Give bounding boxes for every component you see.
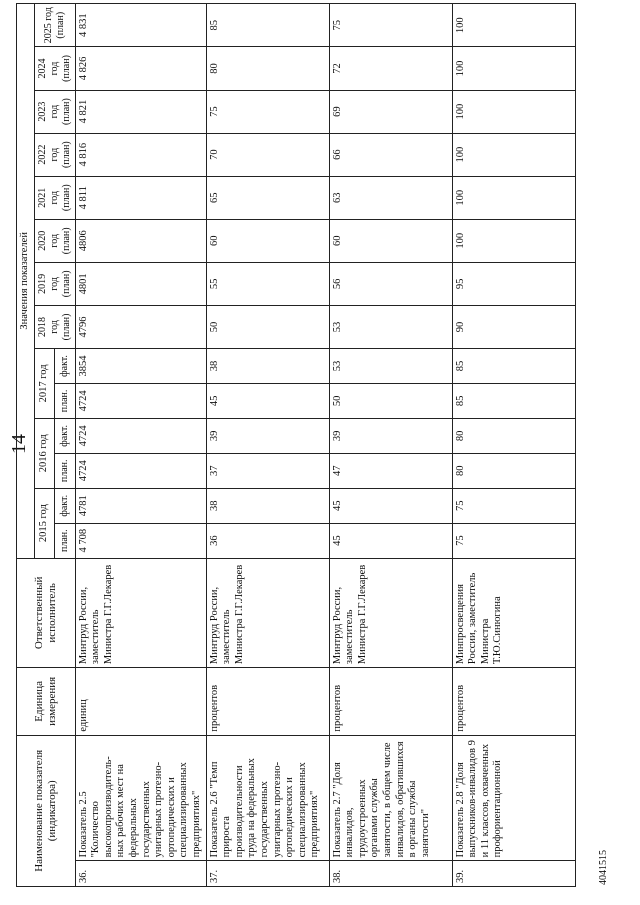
value-cell: 45	[329, 523, 452, 558]
value-cell: 95	[452, 262, 575, 305]
value-cell: 50	[206, 305, 329, 348]
value-cell: 65	[206, 176, 329, 219]
value-cell: 4781	[75, 488, 206, 523]
table-row	[206, 4, 329, 887]
value-cell: 90	[452, 305, 575, 348]
value-cell: 70	[206, 133, 329, 176]
value-cell: 72	[329, 47, 452, 90]
value-cell: 4796	[75, 305, 206, 348]
table-row	[329, 4, 452, 887]
header-2015: 2015 год	[34, 488, 55, 558]
indicator-name: Показатель 2.8 "Доля выпускников-инвалидов 9 и 11 классов, охваченных профориентационной	[452, 735, 575, 861]
value-cell: 75	[452, 488, 575, 523]
value-cell: 4 816	[75, 133, 206, 176]
value-cell: 100	[452, 47, 575, 90]
value-cell: 36	[206, 523, 329, 558]
document-code: 4041515	[598, 850, 609, 885]
indicator-responsible: Минтруд России, заместитель Министра Г.Г.Лекарев	[206, 558, 329, 667]
indicator-responsible: Минпросвещения России, заместитель Министра Т.Ю.Синюгина	[452, 558, 575, 667]
value-cell: 4724	[75, 383, 206, 418]
value-cell: 4 708	[75, 523, 206, 558]
header-name: Наименование показателя (индикатора)	[17, 735, 76, 886]
value-cell: 3854	[75, 348, 206, 383]
header-2015-fact: факт.	[55, 488, 75, 523]
header-2016-plan: план.	[55, 453, 75, 488]
header-2019: 2019 год (план)	[34, 262, 75, 305]
indicator-unit: процентов	[452, 668, 575, 736]
value-cell: 4 831	[75, 4, 206, 47]
value-cell: 4724	[75, 453, 206, 488]
value-cell: 85	[452, 348, 575, 383]
header-unit: Единица измерения	[17, 668, 76, 736]
page-number: 14	[8, 434, 30, 454]
header-2023: 2023 год (план)	[34, 90, 75, 133]
header-2016-fact: факт.	[55, 418, 75, 453]
value-cell: 47	[329, 453, 452, 488]
value-cell: 39	[206, 418, 329, 453]
value-cell: 4 811	[75, 176, 206, 219]
value-cell: 53	[329, 348, 452, 383]
value-cell: 4801	[75, 262, 206, 305]
header-2015-plan: план.	[55, 523, 75, 558]
value-cell: 75	[329, 4, 452, 47]
value-cell: 53	[329, 305, 452, 348]
value-cell: 80	[452, 453, 575, 488]
value-cell: 75	[206, 90, 329, 133]
indicator-unit: процентов	[329, 668, 452, 736]
row-number: 39.	[452, 861, 575, 887]
value-cell: 66	[329, 133, 452, 176]
value-cell: 100	[452, 4, 575, 47]
indicator-name: Показатель 2.6 "Темп прироста производительности труда на федеральных государственных унитарных протезно-ортопедических и специализированных предприятиях"	[206, 735, 329, 861]
header-2017-fact: факт.	[55, 348, 75, 383]
row-number: 38.	[329, 861, 452, 887]
value-cell: 85	[206, 4, 329, 47]
table-row	[75, 4, 206, 887]
value-cell: 4806	[75, 219, 206, 262]
header-2016: 2016 год	[34, 418, 55, 488]
value-cell: 38	[206, 488, 329, 523]
value-cell: 45	[329, 488, 452, 523]
value-cell: 60	[329, 219, 452, 262]
value-cell: 39	[329, 418, 452, 453]
value-cell: 60	[206, 219, 329, 262]
indicator-responsible: Минтруд России, заместитель Министра Г.Г.Лекарев	[75, 558, 206, 667]
header-2021: 2021 год (план)	[34, 176, 75, 219]
value-cell: 63	[329, 176, 452, 219]
value-cell: 56	[329, 262, 452, 305]
value-cell: 45	[206, 383, 329, 418]
value-cell: 75	[452, 523, 575, 558]
value-cell: 37	[206, 453, 329, 488]
value-cell: 100	[452, 219, 575, 262]
indicator-responsible: Минтруд России, заместитель Министра Г.Г.Лекарев	[329, 558, 452, 667]
table-row	[452, 4, 575, 887]
value-cell: 69	[329, 90, 452, 133]
value-cell: 55	[206, 262, 329, 305]
indicator-name: Показатель 2.7 "Доля инвалидов, трудоустроенных органами службы занятости, в общем числе инвалидов, обратившихся в органы службы занятости"	[329, 735, 452, 861]
value-cell: 38	[206, 348, 329, 383]
value-cell: 85	[452, 383, 575, 418]
header-2022: 2022 год (план)	[34, 133, 75, 176]
header-values: Значения показателей	[17, 4, 35, 559]
indicator-name: Показатель 2.5 "Количество высокопроизводитель-ных рабочих мест на федеральных государственных унитарных протезно-ортопедических и специализированных предприятиях"	[75, 735, 206, 861]
value-cell: 4 826	[75, 47, 206, 90]
header-2018: 2018 год (план)	[34, 305, 75, 348]
indicator-unit: процентов	[206, 668, 329, 736]
header-2017-plan: план.	[55, 383, 75, 418]
value-cell: 100	[452, 176, 575, 219]
row-number: 36.	[75, 861, 206, 887]
header-responsible: Ответственный исполнитель	[17, 558, 76, 667]
header-2025: 2025 год (план)	[34, 4, 75, 47]
value-cell: 4 821	[75, 90, 206, 133]
indicator-unit: единиц	[75, 668, 206, 736]
value-cell: 4724	[75, 418, 206, 453]
value-cell: 100	[452, 133, 575, 176]
header-2017: 2017 год	[34, 348, 55, 418]
value-cell: 100	[452, 90, 575, 133]
value-cell: 80	[452, 418, 575, 453]
header-2020: 2020 год (план)	[34, 219, 75, 262]
indicators-table	[16, 3, 576, 887]
value-cell: 50	[329, 383, 452, 418]
value-cell: 80	[206, 47, 329, 90]
header-2024: 2024 год (план)	[34, 47, 75, 90]
row-number: 37.	[206, 861, 329, 887]
